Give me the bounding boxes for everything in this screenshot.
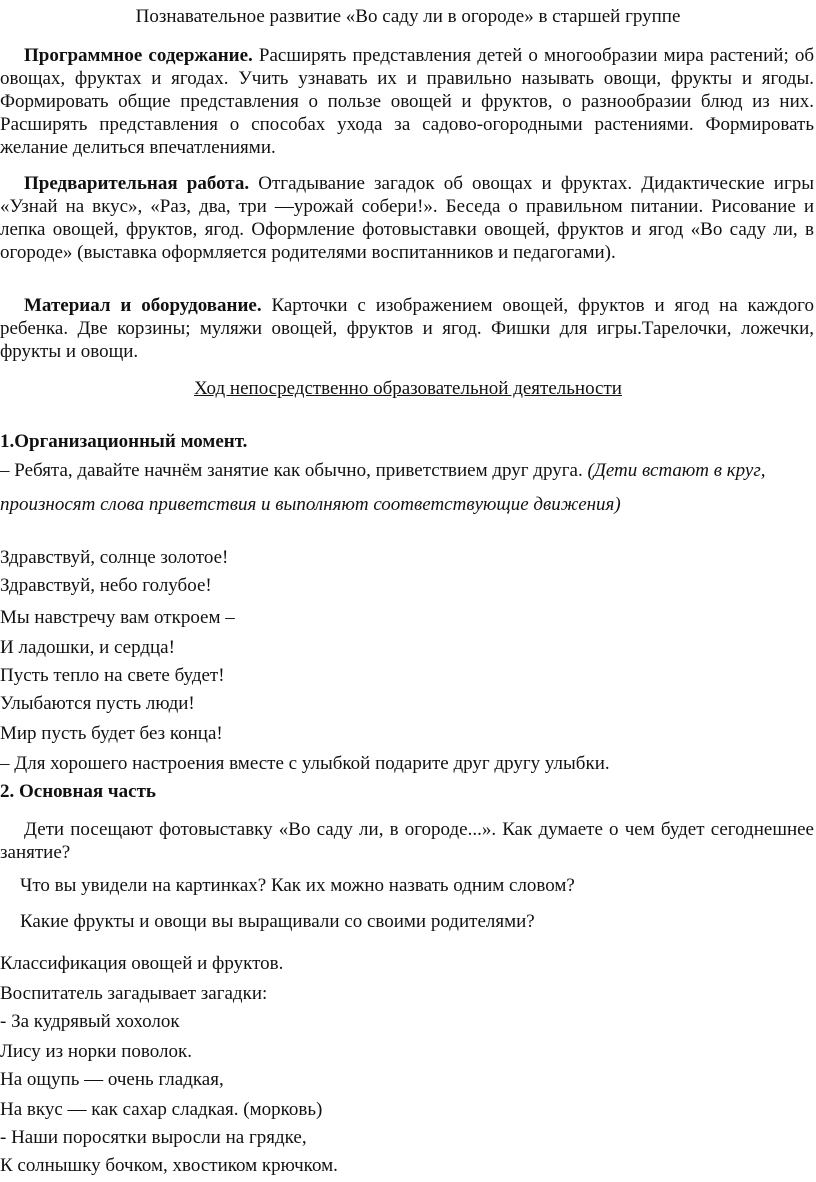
poem-line: Улыбаются пусть люди! [0,693,195,714]
poem-line: Мир пусть будет без конца! [0,723,223,744]
section1-intro-plain: – Ребята, давайте начнём занятие как обычно, приветствием друг друга. [0,460,588,481]
riddle-line: Воспитатель загадывает загадки: [0,983,268,1004]
section1-intro [0,454,790,522]
riddle-line: Лису из норки поволок. [0,1041,192,1062]
riddle-line: - За кудрявый хохолок [0,1011,180,1032]
poem-line: Здравствуй, солнце золотое! [0,547,229,568]
program-text: Расширять представления детей о многообразии мира растений; об овощах, фруктах и ягодах. Учить узнавать их и правильно называть овощи, фрукты и ягоды. Формировать общие представления о пользе овощей и фруктов, о разнообразии блюд из них. Расширять представления о способах ухода за садово-огородными растениями. Формировать желание делиться впечатлениями. [0,45,815,158]
materials-paragraph [0,294,814,363]
riddle-line: К солнышку бочком, хвостиком крючком. [0,1155,338,1176]
materials-text: Карточки с изображением овощей, фруктов и ягод на каждого ребенка. Две корзины; муляжи овощей, фруктов и ягод. Фишки для игры.Тарелочки, ложечки, фрукты и овощи. [0,295,814,362]
poem-line: Пусть тепло на свете будет! [0,665,225,686]
preliminary-paragraph [0,172,814,264]
program-paragraph [0,44,814,159]
poem-line: И ладошки, и сердца! [0,637,175,658]
document-title: Познавательное развитие «Во саду ли в огороде» в старшей группе [135,6,681,27]
poem-line: – Для хорошего настроения вместе с улыбкой подарите друг другу улыбки. [0,753,610,774]
activity-heading: Ход непосредственно образовательной деятельности [194,378,622,399]
section2-paragraph: Какие фрукты и овощи вы выращивали со своими родителями? [20,911,535,932]
section1-intro-italic: (Дети встают в круг, произносят слова приветствия и выполняют соответствующие движения) [0,460,766,515]
section2-paragraph: Дети посещают фотовыставку «Во саду ли, в огороде...». Как думаете о чем будет сегоднешнее занятие? [0,819,814,863]
riddle-line: - Наши поросятки выросли на грядке, [0,1127,307,1148]
poem-line: Здравствуй, небо голубое! [0,575,212,596]
section2-paragraph: Что вы увидели на картинках? Как их можно назвать одним словом? [20,875,575,896]
poem-line: Мы навстречу вам откроем – [0,607,235,628]
riddle-line: На ощупь — очень гладкая, [0,1069,224,1090]
preliminary-label: Предварительная работа. [24,173,250,194]
section1-heading: 1.Организационный момент. [0,431,248,452]
materials-label: Материал и оборудование. [24,295,262,316]
program-label: Программное содержание. [24,45,253,66]
section2-heading: 2. Основная часть [0,781,156,802]
riddle-line: Классификация овощей и фруктов. [0,953,284,974]
preliminary-text: Отгадывание загадок об овощах и фруктах. Дидактические игры «Узнай на вкус», «Раз, два, три —урожай собери!». Беседа о правильном питании. Рисование и лепка овощей, фруктов, ягод. Оформление фотовыставки овощей, фруктов и ягод «Во саду ли, в огороде» (выставка оформляется родителями воспитанников и педагогами). [0,173,814,263]
riddle-line: На вкус — как сахар сладкая. (морковь) [0,1099,323,1120]
